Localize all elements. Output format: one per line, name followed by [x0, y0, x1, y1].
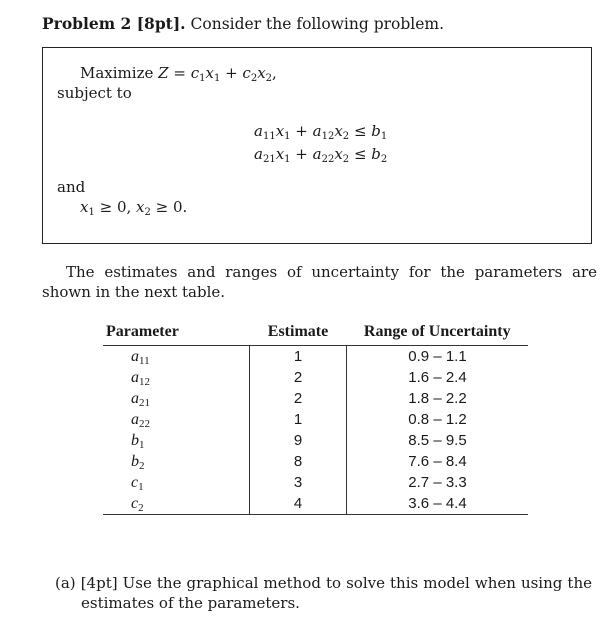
problem-text: Consider the following problem. — [190, 15, 445, 33]
table-row — [103, 430, 528, 451]
header-parameter: Parameter — [103, 323, 250, 346]
range-cell: 0.8 – 1.2 — [408, 411, 467, 428]
header-estimate: Estimate — [250, 323, 347, 346]
range-cell: 3.6 – 4.4 — [347, 493, 529, 515]
table-row — [103, 451, 528, 472]
table-row — [103, 409, 528, 430]
param-cell: $b_2$ — [131, 453, 145, 472]
subject-to-label: subject to — [57, 84, 132, 102]
range-cell: 7.6 – 8.4 — [408, 453, 467, 470]
estimate-cell: 2 — [250, 388, 347, 409]
estimate-cell: 3 — [250, 472, 347, 493]
parameter-table-wrap — [103, 323, 528, 515]
objective-line: Maximize $Z = c_1x_1 + c_2x_2$, — [80, 64, 277, 84]
range-cell: 1.6 – 2.4 — [408, 369, 467, 386]
parameter-table — [103, 323, 528, 515]
maximize-label: Maximize — [80, 64, 154, 82]
range-cell: 1.8 – 2.2 — [408, 390, 467, 407]
part-a-text: (a) [4pt] Use the graphical method to solve this model when using the estimates of the parameters. — [55, 574, 592, 612]
range-cell: 8.5 – 9.5 — [408, 432, 467, 449]
estimate-cell: 1 — [250, 346, 347, 368]
table-row — [103, 472, 528, 493]
range-cell: 2.7 – 3.3 — [408, 474, 467, 491]
estimate-cell: 4 — [250, 493, 347, 515]
estimate-cell: 1 — [250, 409, 347, 430]
problem-heading — [42, 14, 444, 33]
estimate-cell: 8 — [250, 451, 347, 472]
range-cell: 0.9 – 1.1 — [408, 348, 467, 365]
table-row — [103, 388, 528, 409]
param-cell: $a_{11}$ — [131, 348, 150, 367]
constraint-1: $a_{11}x_1 + a_{12}x_2 \le b_1$ — [254, 122, 388, 142]
table-row — [103, 367, 528, 388]
constraint-2: $a_{21}x_1 + a_{22}x_2 \le b_2$ — [254, 145, 388, 165]
param-cell: $a_{12}$ — [131, 369, 150, 388]
estimate-cell: 2 — [250, 367, 347, 388]
and-label: and — [57, 178, 86, 196]
intro-paragraph: The estimates and ranges of uncertainty for the parameters are shown in the next table. — [42, 263, 597, 301]
param-cell: $c_2$ — [103, 493, 250, 515]
param-cell: $c_1$ — [131, 474, 144, 493]
table-row — [103, 493, 528, 515]
estimate-cell: 9 — [250, 430, 347, 451]
param-cell: $a_{22}$ — [131, 411, 150, 430]
param-cell: $a_{21}$ — [131, 390, 150, 409]
problem-label: Problem 2 [8pt]. — [42, 14, 186, 33]
header-range: Range of Uncertainty — [347, 323, 529, 346]
param-cell: $b_1$ — [131, 432, 145, 451]
nonnegativity-line: $x_1 \ge 0$, $x_2 \ge 0$. — [80, 198, 188, 218]
table-row — [103, 346, 528, 368]
